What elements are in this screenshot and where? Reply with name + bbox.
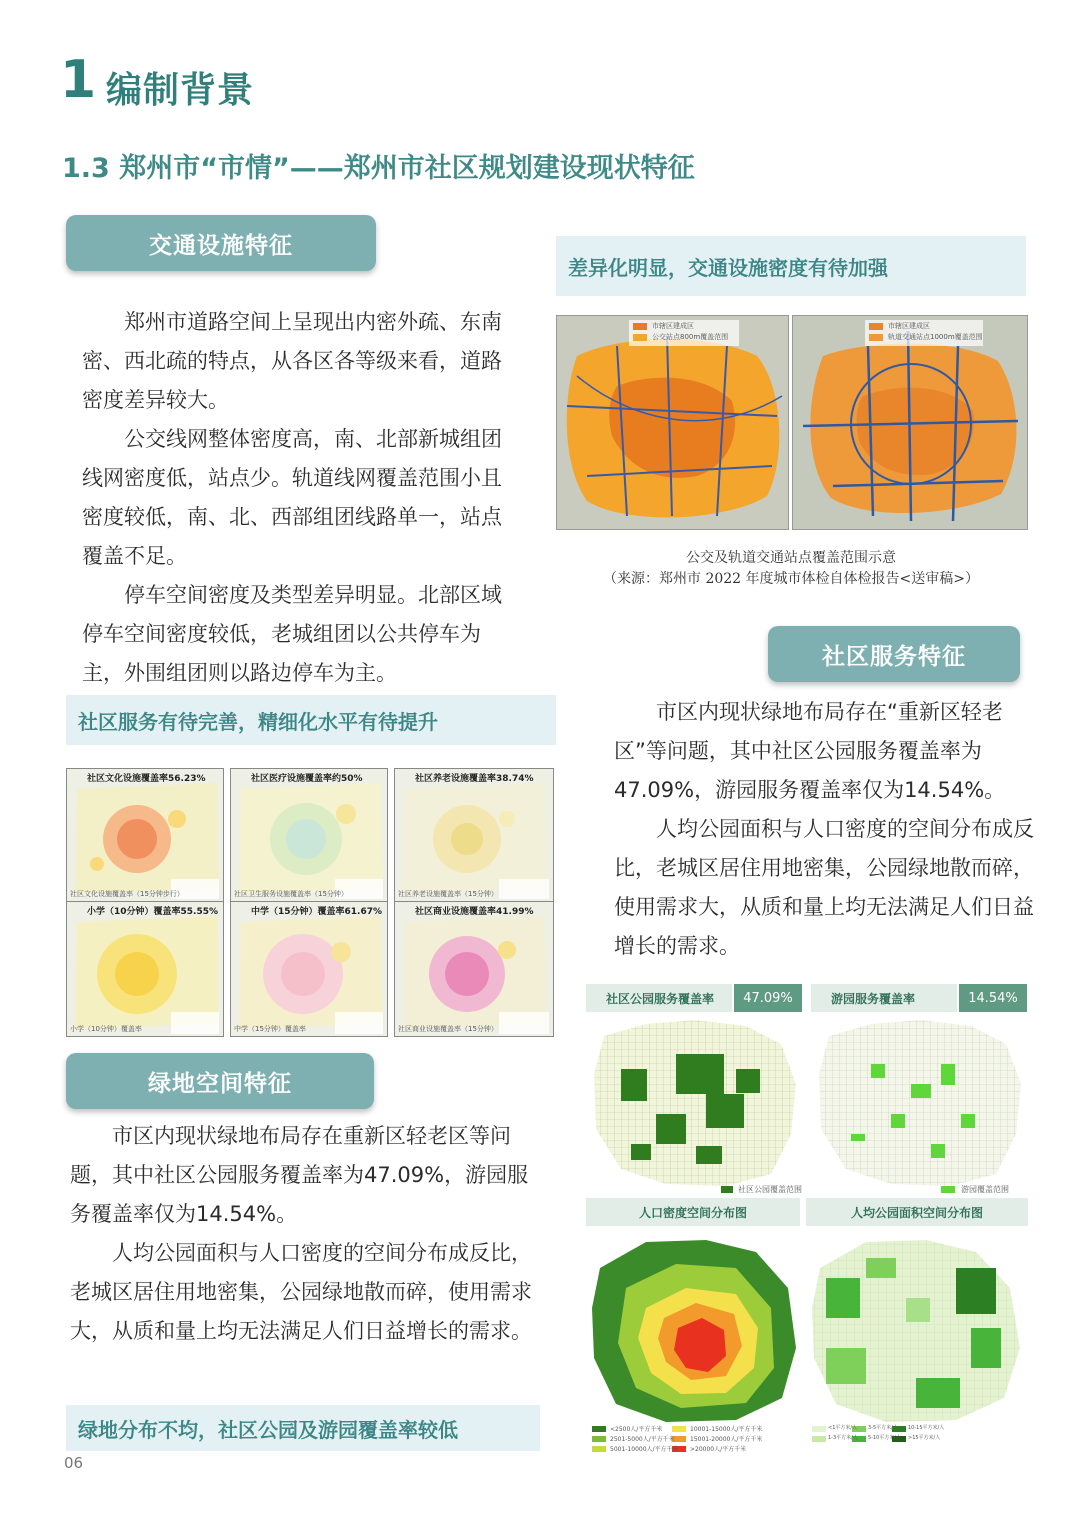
service-map-culture <box>66 768 224 902</box>
bus-coverage-map <box>556 315 789 530</box>
density-legend-3: 2501-5000人/平方千米 <box>610 1436 675 1443</box>
garden-coverage-map <box>811 1014 1027 1194</box>
service-map-medical-title: 社区医疗设施覆盖率约50% <box>251 774 363 784</box>
transport-body <box>82 303 522 693</box>
percap-legend-3: 3-5平方米/人 <box>868 1425 898 1431</box>
rail-coverage-map-graphic <box>793 316 1027 529</box>
transport-band: 差异化明显，交通设施密度有待加强 <box>556 236 1026 296</box>
service-map-middle-caption: 中学（15分钟）覆盖率 <box>234 1025 306 1033</box>
percap-map-graphic <box>806 1228 1028 1456</box>
section-title: 1.3 郑州市“市情”——郑州市社区规划建设现状特征 <box>62 153 695 184</box>
density-legend-6: >20000人/平方千米 <box>690 1446 747 1453</box>
rail-map-legend-2: 轨道交通站点1000m覆盖范围 <box>888 333 983 341</box>
service-map-primary-title: 小学（10分钟）覆盖率55.55% <box>87 907 219 917</box>
percap-legend-4: 5-10平方米/人 <box>868 1435 902 1441</box>
garden-coverage-title: 游园服务覆盖率 <box>811 984 957 1012</box>
service-map-primary-caption: 小学（10分钟）覆盖率 <box>70 1025 142 1033</box>
service-map-elderly-caption: 社区养老设施覆盖率（15分钟） <box>398 890 498 898</box>
density-legend-4: 15001-20000人/平方千米 <box>690 1436 763 1443</box>
service-map-commerce-title: 社区商业设施覆盖率41.99% <box>415 907 534 917</box>
garden-coverage-legend: 游园覆盖范围 <box>961 1185 1009 1194</box>
transport-paragraph-3: 停车空间密度及类型差异明显。北部区域停车空间密度较低，老城组团以公共停车为主，外围组团则以路边停车为主。 <box>82 583 502 685</box>
service-map-commerce-graphic <box>395 902 553 1036</box>
percap-legend-6: >15平方米/人 <box>908 1435 941 1441</box>
service-map-culture-graphic <box>67 769 223 901</box>
park-coverage-legend: 社区公园覆盖范围 <box>738 1185 802 1194</box>
service-map-middle-graphic <box>231 902 387 1036</box>
percap-legend-5: 10-15平方米/人 <box>908 1425 945 1431</box>
transport-caption <box>556 548 1026 590</box>
density-map <box>586 1228 802 1456</box>
service-map-primary-graphic <box>67 902 223 1036</box>
rail-map-legend-1: 市辖区建成区 <box>888 322 930 330</box>
transport-caption-source: （来源：郑州市 2022 年度城市体检自体检报告<送审稿>） <box>603 571 979 587</box>
density-legend-1: <2500人/平方千米 <box>610 1426 663 1433</box>
transport-heading: 交通设施特征 <box>66 215 376 271</box>
greenspace-paragraph-1: 市区内现状绿地布局存在重新区轻老区等问题，其中社区公园服务覆盖率为47.09%，游园服务覆盖率仅为14.54%。 <box>70 1124 529 1226</box>
density-legend-5: 5001-10000人/平方千米 <box>610 1446 679 1453</box>
percap-map-title: 人均公园面积空间分布图 <box>806 1198 1028 1226</box>
greenspace-heading: 绿地空间特征 <box>66 1053 374 1109</box>
chapter-title: 编制背景 <box>106 70 255 111</box>
chapter-number: 1 <box>60 50 97 110</box>
percap-legend-2: 1-3平方米/人 <box>828 1435 858 1441</box>
transport-paragraph-2: 公交线网整体密度高，南、北部新城组团线网密度低，站点少。轨道线网覆盖范围小且密度较低，南、北、西部组团线路单一，站点覆盖不足。 <box>82 427 502 568</box>
service-map-culture-caption: 社区文化设施覆盖率（15分钟步行） <box>70 890 184 898</box>
page-number: 06 <box>64 1454 84 1472</box>
service-map-medical-caption: 社区卫生服务设施覆盖率（15分钟） <box>234 890 348 898</box>
service-map-elderly <box>394 768 554 902</box>
density-map-title: 人口密度空间分布图 <box>586 1198 800 1226</box>
garden-coverage-value: 14.54% <box>959 984 1027 1012</box>
bus-map-legend-1: 市辖区建成区 <box>652 322 694 330</box>
park-coverage-value: 47.09% <box>734 984 802 1012</box>
bus-map-legend-2: 公交站点800m覆盖范围 <box>652 333 729 341</box>
service-map-medical <box>230 768 388 902</box>
transport-caption-title: 公交及轨道交通站点覆盖范围示意 <box>686 550 896 566</box>
bus-coverage-map-graphic <box>557 316 788 529</box>
service-map-elderly-graphic <box>395 769 553 901</box>
density-map-graphic <box>586 1228 802 1456</box>
service-map-middle <box>230 901 388 1037</box>
garden-coverage-map-graphic <box>811 1014 1027 1194</box>
community-heading: 社区服务特征 <box>768 626 1020 682</box>
density-legend-2: 10001-15000人/平方千米 <box>690 1426 763 1433</box>
rail-coverage-map <box>792 315 1028 530</box>
service-map-elderly-title: 社区养老设施覆盖率38.74% <box>415 774 534 784</box>
service-map-commerce-caption: 社区商业设施覆盖率（15分钟） <box>398 1025 498 1033</box>
greenspace-body <box>70 1117 540 1351</box>
service-map-middle-title: 中学（15分钟）覆盖率61.67% <box>251 907 383 917</box>
park-coverage-map <box>586 1014 802 1194</box>
service-map-primary <box>66 901 224 1037</box>
percap-legend-1: <1平方米/人 <box>828 1425 858 1431</box>
service-map-medical-graphic <box>231 769 387 901</box>
park-coverage-title: 社区公园服务覆盖率 <box>586 984 732 1012</box>
greenspace-band: 绿地分布不均，社区公园及游园覆盖率较低 <box>66 1405 540 1451</box>
percap-map <box>806 1228 1028 1456</box>
transport-paragraph-1: 郑州市道路空间上呈现出内密外疏、东南密、西北疏的特点，从各区各等级来看，道路密度差异较大。 <box>82 310 502 412</box>
community-paragraph-2: 人均公园面积与人口密度的空间分布成反比，老城区居住用地密集，公园绿地散而碎，使用需求大，从质和量上均无法满足人们日益增长的需求。 <box>614 817 1034 958</box>
park-coverage-map-graphic <box>586 1014 802 1194</box>
community-paragraph-1: 市区内现状绿地布局存在“重新区轻老区”等问题，其中社区公园服务覆盖率为47.09%，游园服务覆盖率仅为14.54%。 <box>614 700 1006 802</box>
community-body <box>614 693 1034 966</box>
greenspace-paragraph-2: 人均公园面积与人口密度的空间分布成反比，老城区居住用地密集，公园绿地散而碎，使用需求大，从质和量上均无法满足人们日益增长的需求。 <box>70 1241 532 1343</box>
service-map-commerce <box>394 901 554 1037</box>
community-services-band: 社区服务有待完善，精细化水平有待提升 <box>66 695 556 745</box>
service-map-culture-title: 社区文化设施覆盖率56.23% <box>87 774 206 784</box>
